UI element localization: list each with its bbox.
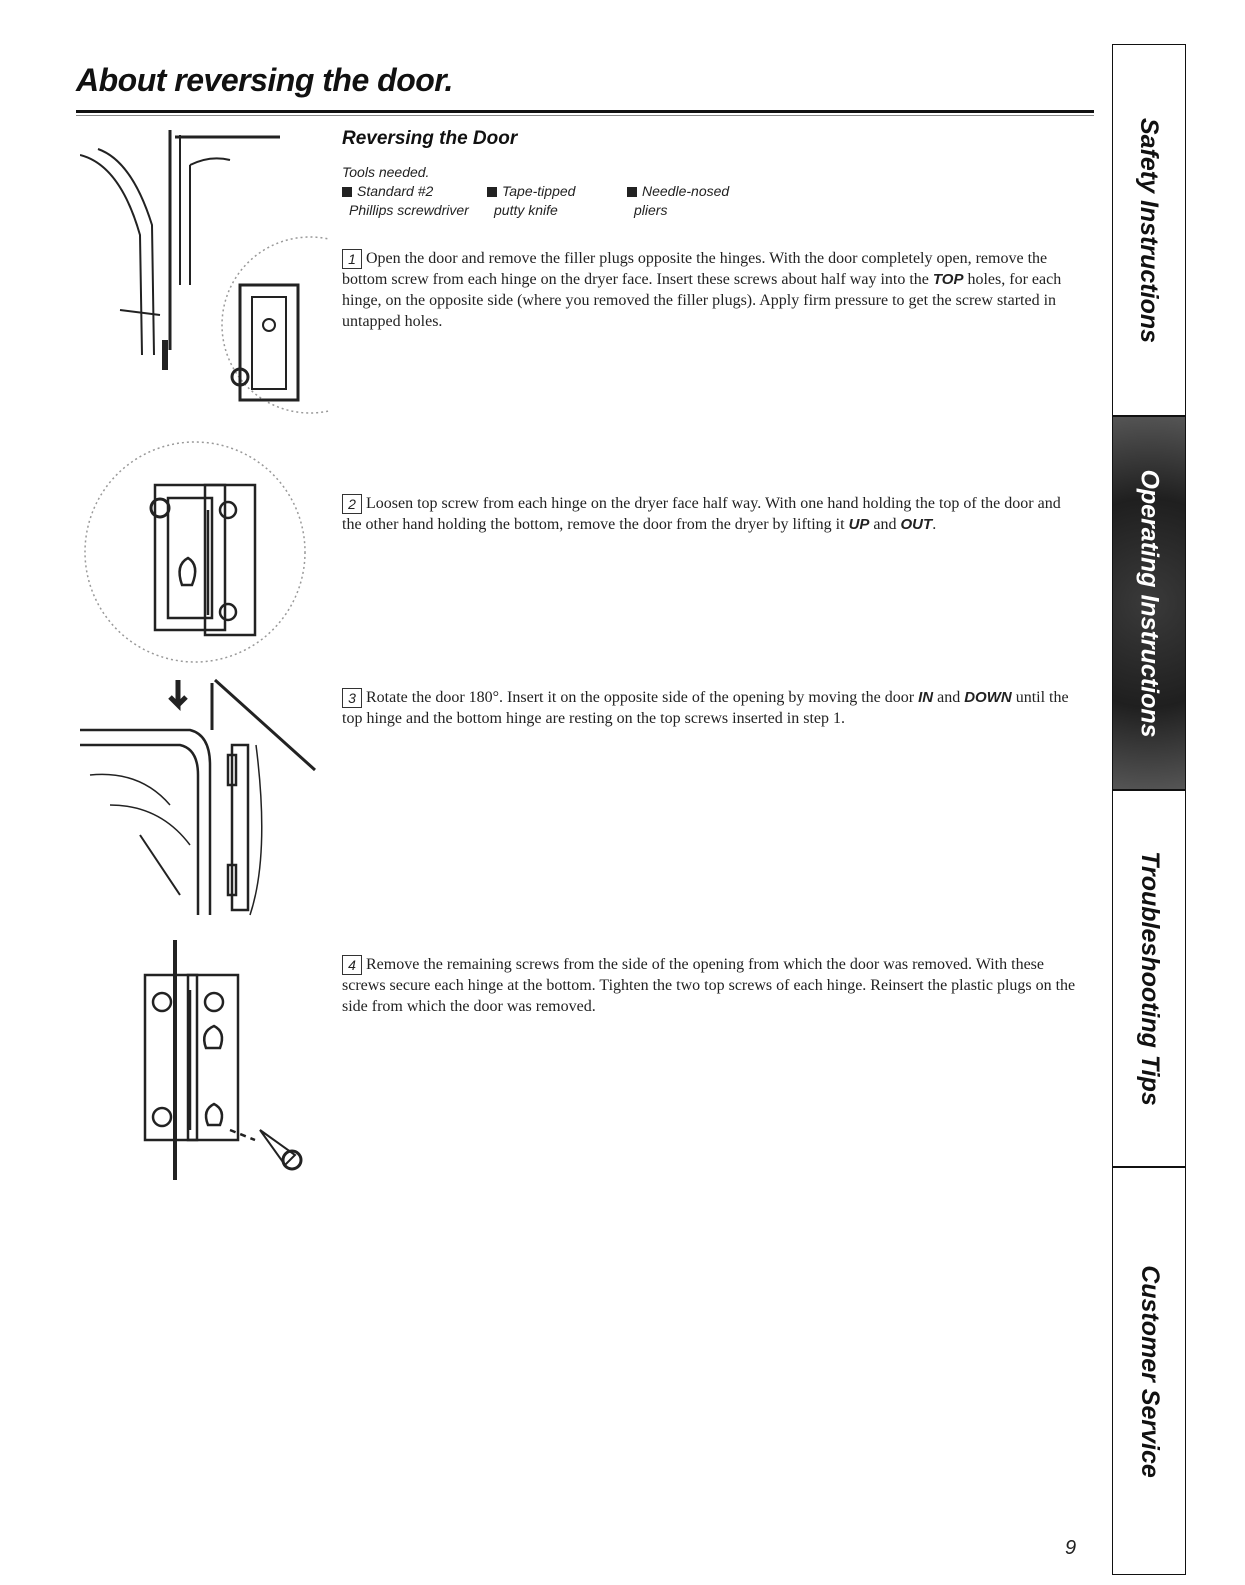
step-2 bbox=[342, 493, 1082, 535]
tab-label: Safety Instructions bbox=[1135, 117, 1164, 343]
tab-troubleshooting-tips[interactable] bbox=[1113, 791, 1185, 1166]
step-text: until the top hinge and the bottom hinge are resting on the top screws inserted in step 1. bbox=[342, 689, 1069, 727]
tab-operating-instructions[interactable] bbox=[1113, 417, 1185, 789]
step-number: 2 bbox=[342, 494, 362, 514]
bullet-icon bbox=[487, 187, 497, 197]
tool-item bbox=[487, 182, 627, 220]
step-keyword: IN bbox=[918, 689, 934, 706]
step-text: Loosen top screw from each hinge on the dryer face half way. With one hand holding the top of the door and the other hand holding the bottom, remove the door from the dryer by lifting it bbox=[342, 495, 1061, 533]
section-tabs bbox=[1112, 44, 1186, 1575]
step-text: Rotate the door 180°. Insert it on the opposite side of the opening by moving the door bbox=[366, 689, 919, 706]
step-text: and bbox=[933, 689, 965, 706]
door-rotate-illustration bbox=[80, 675, 320, 925]
tool-name: Tape-tipped bbox=[502, 183, 576, 199]
tools-needed bbox=[342, 163, 767, 220]
tools-list bbox=[342, 182, 767, 220]
bullet-icon bbox=[627, 187, 637, 197]
tab-label: Customer Service bbox=[1135, 1264, 1164, 1478]
tool-detail: putty knife bbox=[494, 202, 558, 218]
step-keyword: OUT bbox=[900, 516, 933, 533]
hinge-screw-illustration bbox=[80, 940, 320, 1185]
step-keyword: UP bbox=[848, 516, 870, 533]
page-number: 9 bbox=[1065, 1537, 1077, 1559]
step-number: 3 bbox=[342, 688, 362, 708]
step-keyword: DOWN bbox=[964, 689, 1012, 706]
step-text: Open the door and remove the filler plugs opposite the hinges. With the door completely open, remove the bottom screw from each hinge on the dryer face. Insert these screws about half way into the bbox=[342, 250, 1048, 288]
hinge-closeup-illustration bbox=[80, 440, 310, 670]
tool-detail: Phillips screwdriver bbox=[349, 202, 469, 218]
tab-label: Operating Instructions bbox=[1135, 468, 1164, 738]
title-rule bbox=[76, 110, 1094, 113]
dryer-door-hinge-illustration bbox=[80, 125, 330, 430]
step-3 bbox=[342, 687, 1082, 729]
tab-customer-service[interactable] bbox=[1113, 1168, 1185, 1574]
step-text: Remove the remaining screws from the side of the opening from which the door was removed. With these screws secure each hinge at the bottom. Tighten the two top screws of each hinge. Reinsert the plastic plugs on the side from which the door was removed. bbox=[342, 956, 1076, 1015]
step-text: and bbox=[869, 516, 901, 533]
tab-safety-instructions[interactable] bbox=[1113, 45, 1185, 415]
step-text: . bbox=[932, 516, 937, 533]
tools-label: Tools needed. bbox=[342, 164, 430, 180]
step-keyword: TOP bbox=[932, 271, 964, 288]
tool-item bbox=[342, 182, 487, 220]
section-heading: Reversing the Door bbox=[342, 128, 518, 149]
step-text: holes, for each hinge, on the opposite side (where you removed the filler plugs). Apply firm pressure to get the screw started in untapped holes. bbox=[342, 271, 1062, 330]
tool-item bbox=[627, 182, 767, 220]
tool-name: Standard #2 bbox=[357, 183, 434, 199]
tool-name: Needle-nosed bbox=[642, 183, 730, 199]
title-rule-thin bbox=[76, 115, 1094, 116]
step-number: 4 bbox=[342, 955, 362, 975]
bullet-icon bbox=[342, 187, 352, 197]
step-number: 1 bbox=[342, 249, 362, 269]
tool-detail: pliers bbox=[634, 202, 668, 218]
tab-label: Troubleshooting Tips bbox=[1135, 851, 1164, 1106]
step-4 bbox=[342, 954, 1082, 1017]
step-1 bbox=[342, 248, 1082, 332]
page-title: About reversing the door. bbox=[76, 62, 453, 98]
